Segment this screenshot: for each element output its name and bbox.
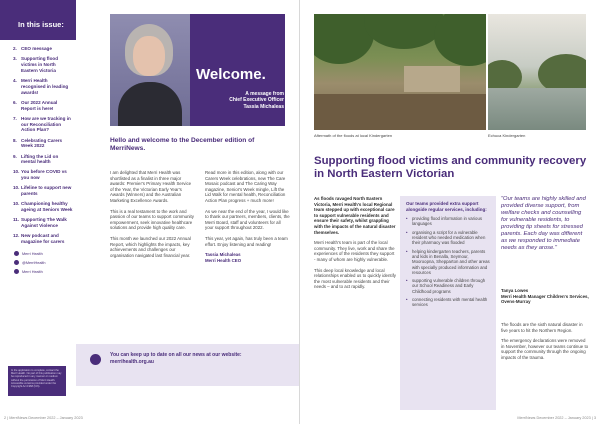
- facebook-icon: [14, 251, 19, 256]
- fineprint-box: In the application to complete, contact the Merri Health. No part of this publication may be reproduced in any manner or medium without the permission of Merri Health. Accessible versions provided under the Copyright Act 1968 (Cth).: [8, 366, 66, 396]
- social-link-linkedin[interactable]: Merri Health: [14, 269, 76, 274]
- ceo-signature-title: Merri Health CEO: [205, 257, 242, 263]
- toc-item[interactable]: 8. Celebrating Carers Week 2022: [13, 137, 63, 149]
- toc-item[interactable]: 2. CEO message: [13, 46, 52, 51]
- toc-item[interactable]: 3. Supporting flood victims in North Eastern Victoria: [13, 56, 58, 73]
- table-of-contents-sidebar: [0, 0, 76, 412]
- toc-item[interactable]: 7. How are we tracking in our Reconciliation Action Plan?: [13, 115, 71, 133]
- left-footer: 2 | MerriNews December 2022 – January 2023: [4, 416, 83, 420]
- social-links: [0, 249, 76, 274]
- social-link-facebook[interactable]: Merri Health: [14, 251, 76, 256]
- toc-item[interactable]: 10. You before COVID vs you now: [13, 169, 67, 181]
- toc-item[interactable]: 12. New podcast and magazine for carers: [13, 233, 65, 245]
- toc-item[interactable]: 11. Supporting The Walk Against Violence: [13, 217, 67, 229]
- ceo-message-subtitle: A message from Chief Executive Officer Tassia Michaleas: [229, 91, 284, 110]
- toc-item[interactable]: 10. Championing healthy ageing at Seniors Week: [13, 201, 73, 213]
- toc-item[interactable]: 4. Merri Health recognised in leading awards!: [13, 77, 69, 95]
- ceo-column-2: Read more in this edition, along with our Carers Week celebrations, new The Care Mosaic podcast and The Caring Way magazine, Senior's Week mingle, Lift the Lid Walk for mental health, Reconciliation Action Plan progress + much more! As we near the end of the year, I would like to thank our partners, members, clients, the Merri Board, staff and volunteers for all your support throughout 2022. This year, yet again, has truly been a team effort. Enjoy listening and reading! Tassia Michaleas Merri Health CEO: [205, 170, 290, 263]
- photo-caption-2: Echuca Kindergarten: [488, 133, 526, 138]
- photo-caption-1: Aftermath of the floods at local Kindergarten: [314, 133, 393, 138]
- list-item: • supporting vulnerable children through our School Readiness and Early Childhood programs: [406, 278, 490, 294]
- toc-list: [0, 40, 76, 245]
- services-heading: Our teams provided extra support alongside regular services, including:: [406, 201, 487, 212]
- toc-item[interactable]: 10. Lifeline to support new parents: [13, 185, 72, 197]
- article-title: Supporting flood victims and community recovery in North Eastern Victorian: [314, 155, 587, 180]
- list-item: • providing flood information in various languages: [406, 216, 490, 227]
- ceo-column-1: I am delighted that Merri Health was shortlisted as a finalist in three major awards: Premier's Primary Health Service of the Year, the Victorian Early Year's Awards (Winners) and the Australian Marketing Excellence Awards. This is a real testament to the work and passion of our teams to support community empowerment, seek innovative healthcare solutions and provide high quality care. This month we launched our 2022 Annual Report, which highlights the impacts, key achievements and challenges our organisation navigated last financial year.: [110, 170, 194, 258]
- website-callout: You can keep up to date on all our news at our website: merrihealth.org.au: [76, 344, 300, 386]
- pull-quote: "Our teams are highly skilled and provided diverse support, from welfare checks and counselling for vulnerable residents, to providing tip sheets for stressed parents. Each day was different as we responded to immediate needs as they arose.": [501, 196, 586, 251]
- ceo-portrait: [110, 14, 190, 126]
- article-column-1: As floods ravaged North Eastern Victoria, Merri Health's local Regional team stepped up with exceptional care to support vulnerable residents and ensure their safety, whilst grappling with the impacts of the natural disaster themselves. Merri Health's team is part of the local community. They live, work and share the experiences of the residents they support - many of whom are highly vulnerable. This deep local knowledge and local relationships enabled us to quickly identify the most vulnerable residents and their needs – and to act rapidly.: [314, 196, 397, 290]
- ceo-banner: [110, 14, 285, 126]
- toc-item[interactable]: 9. Lifting the Lid on mental health: [13, 153, 59, 165]
- twitter-icon: [14, 260, 19, 265]
- ceo-signature-name: Tassia Michaleas: [205, 252, 241, 258]
- ceo-body: [110, 170, 290, 263]
- toc-heading: In this issue:: [0, 0, 76, 40]
- right-footer: MerriNews December 2022 – January 2023 | 3: [517, 416, 596, 420]
- linkedin-icon: [14, 269, 19, 274]
- hello-heading: Hello and welcome to the December edition of MerriNews.: [110, 137, 255, 152]
- list-item: • helping kindergarten teachers, parents and kids in Benalla, Seymour, Mooroopna, Shepparton and other areas with specially produced information and resources: [406, 249, 490, 275]
- echuca-kindergarten-photo: [488, 14, 586, 130]
- list-item: • organising a script for a vulnerable resident who needed medication when their pharmacy was flooded: [406, 230, 490, 246]
- services-list: [406, 216, 490, 307]
- globe-icon: [90, 354, 101, 365]
- list-item: • connecting residents with mental health services: [406, 297, 490, 308]
- flood-kindergarten-photo: [314, 14, 486, 130]
- website-link[interactable]: merrihealth.org.au: [110, 358, 154, 365]
- quote-attribution: Tanya Lowes Merri Health Manager Children's Services, Ovens-Murray: [501, 288, 589, 305]
- toc-item[interactable]: 6. Our 2022 Annual Report is here!: [13, 99, 58, 111]
- services-box: [400, 196, 496, 410]
- social-link-twitter[interactable]: @MerriHealth: [14, 260, 76, 265]
- welcome-heading: Welcome.: [196, 66, 266, 83]
- article-column-3: The floods are the sixth natural disaster in five years to hit the Northern Region. The emergency declarations were removed in November, however our teams continue to support the community through the ongoing impacts of the trauma.: [501, 322, 589, 360]
- right-page: [300, 0, 600, 424]
